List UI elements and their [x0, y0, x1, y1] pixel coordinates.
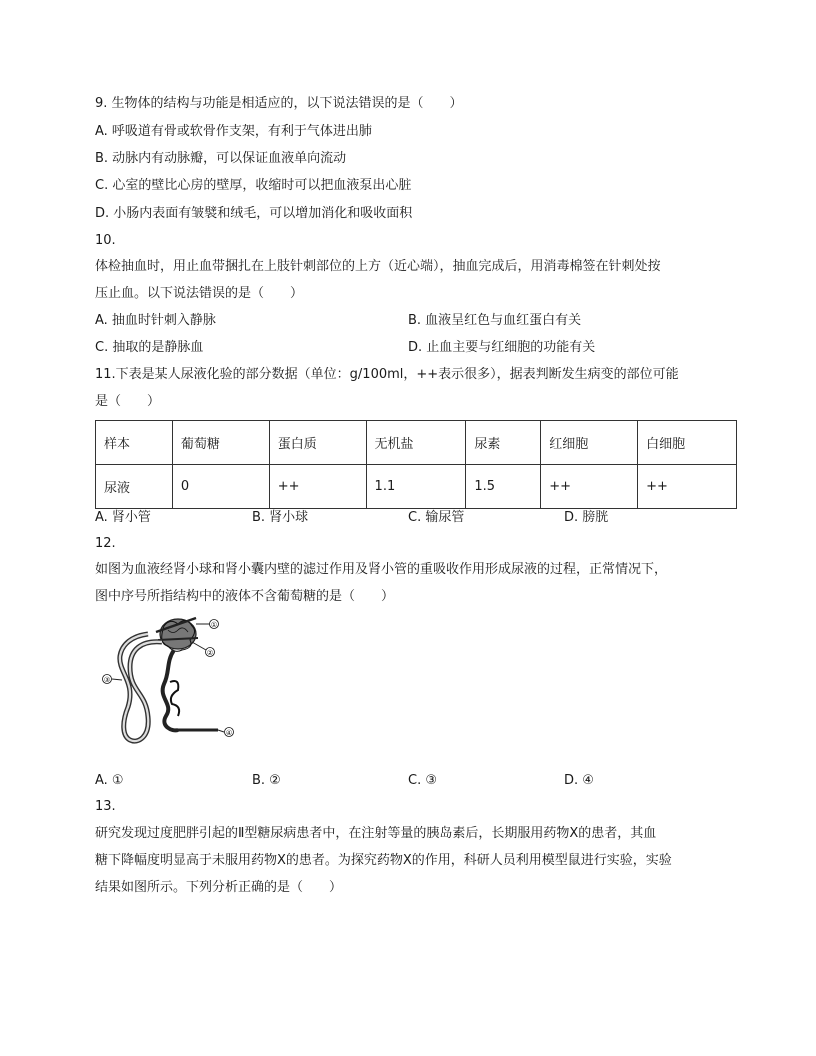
- table-cell: 1.5: [466, 465, 541, 509]
- table-header-cell: 蛋白质: [269, 421, 366, 465]
- table-header-row: [96, 421, 737, 465]
- table-header-cell: 无机盐: [366, 421, 466, 465]
- q10-stem-line1: 体检抽血时，用止血带捆扎在上肢针刺部位的上方（近心端），抽血完成后，用消毒棉签在针刺处按: [95, 259, 661, 274]
- q9-option-a: A. 呼吸道有骨或软骨作支架，有利于气体进出肺: [95, 124, 372, 139]
- tubule-loop: [120, 634, 162, 741]
- q10-option-d: D. 止血主要与红细胞的功能有关: [408, 340, 596, 355]
- q11-option-a: A. 肾小管: [95, 510, 151, 525]
- table-header-cell: 白细胞: [638, 421, 737, 465]
- q11-stem-line1: 11.下表是某人尿液化验的部分数据（单位：g/100ml，++表示很多），据表判断发生病变的部位可能: [95, 367, 679, 382]
- q12-option-d: D. ④: [564, 773, 594, 788]
- table-header-cell: 样本: [96, 421, 173, 465]
- table-cell: 0: [172, 465, 269, 509]
- table-cell: ++: [541, 465, 638, 509]
- table-header-cell: 尿素: [466, 421, 541, 465]
- q9-stem: 9. 生物体的结构与功能是相适应的，以下说法错误的是（ ）: [95, 96, 463, 111]
- nephron-diagram: [96, 612, 246, 767]
- table-row: [96, 465, 737, 509]
- q11-option-c: C. 输尿管: [408, 510, 465, 525]
- q10-option-b: B. 血液呈红色与血红蛋白有关: [408, 313, 582, 328]
- label-4: ④: [225, 729, 233, 737]
- table-cell: 尿液: [96, 465, 173, 509]
- label-2: ②: [206, 649, 214, 657]
- q12-stem-line2: 图中序号所指结构中的液体不含葡萄糖的是（ ）: [95, 589, 395, 604]
- label-3: ③: [103, 676, 111, 684]
- q9-option-b: B. 动脉内有动脉瓣，可以保证血液单向流动: [95, 151, 347, 166]
- urine-test-table: [95, 420, 737, 509]
- q10-option-c: C. 抽取的是静脉血: [95, 340, 204, 355]
- capillary-network: [163, 650, 178, 730]
- q13-number: 13.: [95, 799, 116, 814]
- q12-option-b: B. ②: [252, 773, 281, 788]
- q9-option-c: C. 心室的壁比心房的壁厚，收缩时可以把血液泵出心脏: [95, 178, 412, 193]
- q11-option-b: B. 肾小球: [252, 510, 309, 525]
- q13-stem-line2: 糖下降幅度明显高于未服用药物X的患者。为探究药物X的作用，科研人员利用模型鼠进行实验，实验: [95, 853, 672, 868]
- table-cell: ++: [269, 465, 366, 509]
- q11-stem-line2: 是（ ）: [95, 394, 161, 409]
- q12-option-a: A. ①: [95, 773, 124, 788]
- q13-stem-line3: 结果如图所示。下列分析正确的是（ ）: [95, 880, 343, 895]
- table-header-cell: 红细胞: [541, 421, 638, 465]
- q12-number: 12.: [95, 536, 116, 551]
- q11-option-d: D. 膀胱: [564, 510, 609, 525]
- table-cell: 1.1: [366, 465, 466, 509]
- q12-option-c: C. ③: [408, 773, 437, 788]
- q13-stem-line1: 研究发现过度肥胖引起的Ⅱ型糖尿病患者中，在注射等量的胰岛素后，长期服用药物X的患者，其血: [95, 826, 657, 841]
- q9-option-d: D. 小肠内表面有皱襞和绒毛，可以增加消化和吸收面积: [95, 206, 413, 221]
- q12-stem-line1: 如图为血液经肾小球和肾小囊内壁的滤过作用及肾小管的重吸收作用形成尿液的过程，正常情况下，: [95, 562, 668, 577]
- q10-option-a: A. 抽血时针刺入静脉: [95, 313, 216, 328]
- q10-number: 10.: [95, 233, 116, 248]
- label-1: ①: [210, 621, 218, 629]
- q10-stem-line2: 压止血。以下说法错误的是（ ）: [95, 286, 304, 301]
- table-header-cell: 葡萄糖: [172, 421, 269, 465]
- table-cell: ++: [638, 465, 737, 509]
